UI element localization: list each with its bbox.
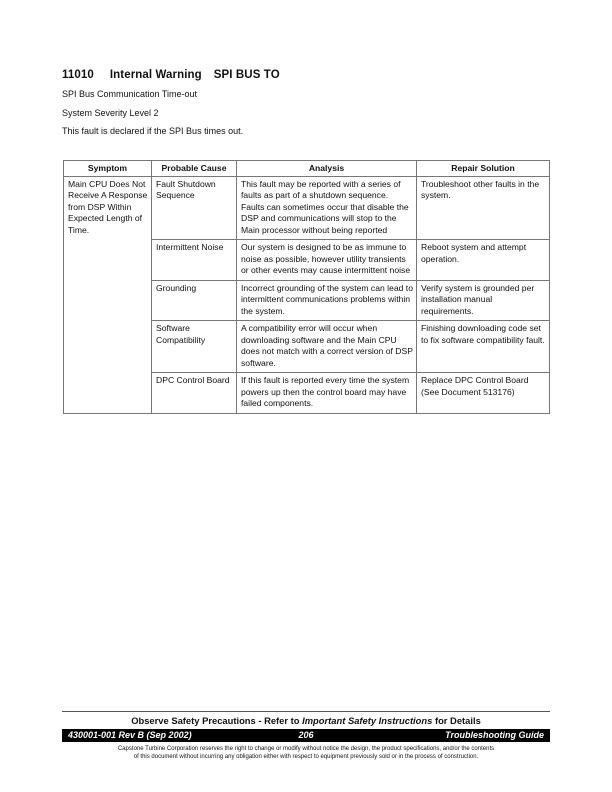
analysis-cell: Incorrect grounding of the system can lead to intermittent communications problems within the system. (237, 280, 417, 321)
cause-cell: Grounding (152, 280, 237, 321)
footer-bar (62, 729, 550, 742)
safety-instructions-reference: Important Safety Instructions (302, 715, 433, 726)
safety-suffix: for Details (432, 715, 481, 726)
table-row (64, 176, 550, 240)
fault-heading (62, 69, 280, 81)
solution-cell: Finishing downloading code set to fix software compatibility fault. (417, 321, 550, 373)
header-analysis: Analysis (237, 161, 417, 177)
fault-declaration: This fault is declared if the SPI Bus times out. (62, 126, 244, 136)
solution-cell: Reboot system and attempt operation. (417, 240, 550, 281)
cause-cell: Fault Shutdown Sequence (152, 176, 237, 240)
fault-type: Internal Warning (109, 69, 202, 81)
cause-cell: DPC Control Board (152, 373, 237, 414)
analysis-cell: This fault may be reported with a series of faults as part of a shutdown sequence. Faults can sometimes occur that disable the DSP and communications will stop to the Main processor without being reported (237, 176, 417, 240)
symptom-cell: Main CPU Does Not Receive A Response from DSP Within Expected Length of Time. (64, 176, 152, 413)
footer-divider (62, 711, 550, 712)
analysis-cell: If this fault is reported every time the system powers up then the control board may have failed components. (237, 373, 417, 414)
severity-level: System Severity Level 2 (62, 108, 159, 118)
cause-cell: Software Compatibility (152, 321, 237, 373)
page-number: 206 (298, 730, 314, 740)
document-number: 430001-001 Rev B (Sep 2002) (68, 730, 192, 740)
fault-name: SPI BUS TO (213, 69, 280, 81)
legal-line-2: of this document without incurring any obligation either with respect to equipment previously sold or in the process of construction. (133, 753, 479, 760)
solution-cell: Verify system is grounded per installation manual requirements. (417, 280, 550, 321)
solution-cell: Replace DPC Control Board (See Document 513176) (417, 373, 550, 414)
analysis-cell: A compatibility error will occur when downloading software and the Main CPU does not match with a correct version of DSP software. (237, 321, 417, 373)
safety-prefix: Observe Safety Precautions - Refer to (131, 715, 303, 726)
guide-title: Troubleshooting Guide (445, 730, 544, 740)
legal-line-1: Capstone Turbine Corporation reserves the right to change or modify without notice the design, the product specifications, and/or the contents (117, 746, 495, 752)
safety-notice (62, 715, 550, 726)
cause-cell: Intermittent Noise (152, 240, 237, 281)
header-symptom: Symptom (64, 161, 152, 177)
solution-cell: Troubleshoot other faults in the system. (417, 176, 550, 240)
fault-code: 11010 (62, 69, 94, 81)
header-probable-cause: Probable Cause (152, 161, 237, 177)
table-header-row (64, 161, 550, 177)
header-repair-solution: Repair Solution (417, 161, 550, 177)
legal-notice (62, 746, 550, 761)
troubleshooting-table (63, 160, 550, 414)
analysis-cell: Our system is designed to be as immune to noise as possible, however utility transients or other events may cause intermittent noise (237, 240, 417, 281)
fault-description: SPI Bus Communication Time-out (62, 89, 198, 99)
